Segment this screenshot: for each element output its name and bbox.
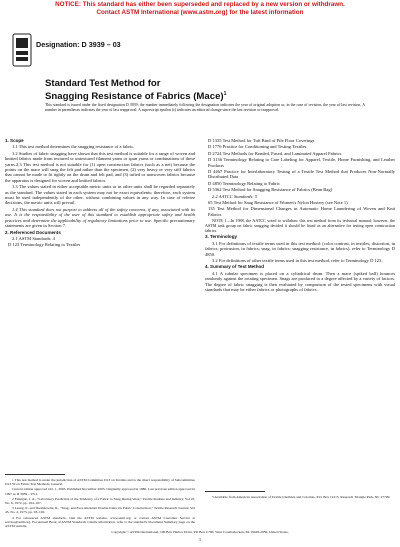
title-footnote-ref: 1 — [223, 91, 227, 97]
section-4-heading: 4. Summary of Test Method — [205, 264, 265, 270]
para-1-2: 1.2 Studies of fabric snagging have shown that this test method is suitable for a range of woven and knitted fabrics made from textured or untextured filament yarns or spun yarns or combinations of these yarns.2,3 This test method is not suitable for (1) open construction fabrics (such as a net) because the points on the mace will snag the felt pad rather than the specimen, (2) very heavy or very stiff fabrics that cannot be made to fit tightly on the drum and felt pad, and (3) tufted or nonwoven fabrics because the apparatus is designed for woven and knitted fabrics. — [5, 150, 195, 183]
para-3-1: 3.1 For definitions of textile terms used in this test method: (color contrast, in textiles; distortion, in fabrics; protrusion, in fabrics; snag, in fabrics; snagging resistance, in fabrics), refer to Terminology D 4850. — [205, 240, 395, 257]
ref-d1335: D 1335 Test Method for Tuft Bind of Pile Floor Coverings — [208, 138, 315, 143]
para-4-1: 4.1 A tubular specimen is placed on a cylindrical drum. Then a mace (spiked ball) bounces randomly against the rotating specimen. Snags are produced to a degree affected by a variety of factors. The degree of fabric snagging is then evaluated by comparison of the tested specimens with visual standards that may be either fabrics or photographs of fabrics. — [205, 270, 395, 292]
designation: Designation: D 3939 – 03 — [36, 40, 121, 49]
para-1-3: 1.3 The values stated in either acceptable metric units or in other units shall be regarded separately as the standard. The values stated in each system may not be exact equivalents; therefore, each system must be used independently of the other, without combining values in any way. In case of referee decisions, the metric units will prevail. — [5, 184, 195, 206]
ref-d4467: D 4467 Practice for Interlaboratory Testing of a Textile Test Method that Produces Non-Normally Distributed Data — [208, 169, 395, 180]
ref-d123: D 123 Terminology Relating to Textiles — [8, 242, 81, 248]
left-column — [5, 138, 195, 249]
document-title — [45, 78, 375, 102]
footnote-rule-right — [205, 491, 265, 492]
notice-line-2: Contact ASTM International (www.astm.org) for the latest information — [96, 9, 304, 16]
left-footnotes — [5, 472, 195, 529]
note-1: NOTE 1—In 1988, the AATCC voted to withdraw this test method from its technical manual; however, the ASTM task group on fabric snagging decided it should be listed as an alternative for testing open construction fabrics. — [205, 218, 395, 234]
ref-d3136: D 3136 Terminology Relating to Care Labeling for Apparel, Textile, Home Furnishing, and Leather Products — [208, 157, 395, 168]
right-column — [205, 138, 395, 293]
section-2-heading: 2. Referenced Documents — [5, 229, 61, 235]
para-2-2: 2.2 AATCC Standards: 5 — [212, 193, 258, 199]
para-1-4-safety: 1.4 This standard does not purport to address all of the safety concerns, if any, associated with its use. It is the responsibility of the user of this standard to establish appropriate safety and health practices and determine the applicability of regulatory limitations prior to use. — [5, 206, 195, 223]
para-3-2: 3.2 For definitions of other textile terms used in this test method, refer to Terminology D 123. — [212, 257, 383, 263]
footnote-1b: Current edition approved Oct. 1, 2003. Published November 2003. Originally approved in 1980. Last previous edition approved in 1997 as D 3939 – 97ε1. — [5, 487, 195, 496]
ref-d2724: D 2724 Test Methods for Bonded, Fused, and Laminated Apparel Fabrics — [208, 150, 342, 156]
section-1-heading: 1. Scope — [5, 138, 24, 143]
title-line-2 — [45, 89, 375, 102]
ref-aatcc-135: 135 Test Method for Dimensional Changes in Automatic Home Laundering of Woven and Knit Fabrics — [208, 206, 395, 217]
supersession-notice — [0, 1, 400, 17]
copyright-line: Copyright © ASTM International, 100 Barr Harbor Drive, PO Box C700, West Conshohocken, PA 19428-2959, United States. — [111, 530, 289, 534]
ref-d4850: D 4850 Terminology Relating to Fabric — [208, 180, 280, 186]
footnote-2: 2 Finnigan, J. A., "Laboratory Prediction of the Tendency of a Fabric to Snag During Wear," Textile Institute and Industry, Vol 10, No. 6, 1972, pp. 164–167. — [5, 496, 195, 506]
section-3-heading: 3. Terminology — [205, 234, 238, 240]
para-1-4 — [5, 207, 195, 229]
astm-logo-icon — [12, 33, 32, 67]
title-main: Snagging Resistance of Fabrics (Mace) — [45, 91, 224, 103]
para-2-1: 2.1 ASTM Standards: 4 — [12, 235, 55, 241]
footnote-3: 3 Leung, P., and Sheshkowitz, R., "Snag- and Face-Resistant Double Knits via Fabric Construction," Textile Research Journal, Vol 45, No. 2, 1975, pp. 93–102. — [5, 506, 195, 515]
title-line-1: Standard Test Method for — [45, 78, 161, 89]
ref-aatcc-65: 65 Test Method for Snag Resistance of Women's Nylon Hosiery (see Note 1) — [208, 200, 348, 206]
para-1-1: 1.1 This test method determines the snagging resistance of a fabric. — [12, 144, 135, 150]
footnote-1: 1 This test method is under the jurisdiction of ASTM Committee D13 on Textiles and is the direct responsibility of Subcommittee D13.59 on Fabric Test Methods, General. — [5, 478, 195, 487]
notice-line-1: NOTICE: This standard has either been superseded and replaced by a new version or withdrawn. — [55, 1, 345, 8]
right-footnotes — [205, 489, 395, 500]
ref-d5362: D 5362 Test Method for Snagging Resistance of Fabrics (Bean Bag) — [208, 187, 333, 193]
page-number: 1 — [198, 537, 202, 542]
para-1-4-tail: Specific precautionary statements are given in Section 7. — [5, 217, 195, 229]
ref-d1776: D 1776 Practice for Conditioning and Testing Textiles — [208, 144, 307, 150]
footnote-5: 5 Available from American Association of Textile Chemists and Colorists, P.O. Box 12215, Research Triangle Park, NC 27709. — [212, 495, 391, 499]
footnote-4: 4 For referenced ASTM standards, visit the ASTM website, www.astm.org, or contact ASTM Customer Service at service@astm.org. For Annual Book of ASTM Standards volume information, refer to the standard's Document Summary page on the ASTM website. — [5, 515, 195, 529]
standard-note: This standard is issued under the fixed designation D 3939; the number immediately following the designation indicates the year of original adoption or, in the case of revision, the year of last revision. A number in parentheses indicates the year of last reapproval. A superscript epsilon (ε) indicates an editorial change since the last revision or reapproval. — [45, 103, 365, 112]
footnote-rule — [5, 474, 65, 475]
